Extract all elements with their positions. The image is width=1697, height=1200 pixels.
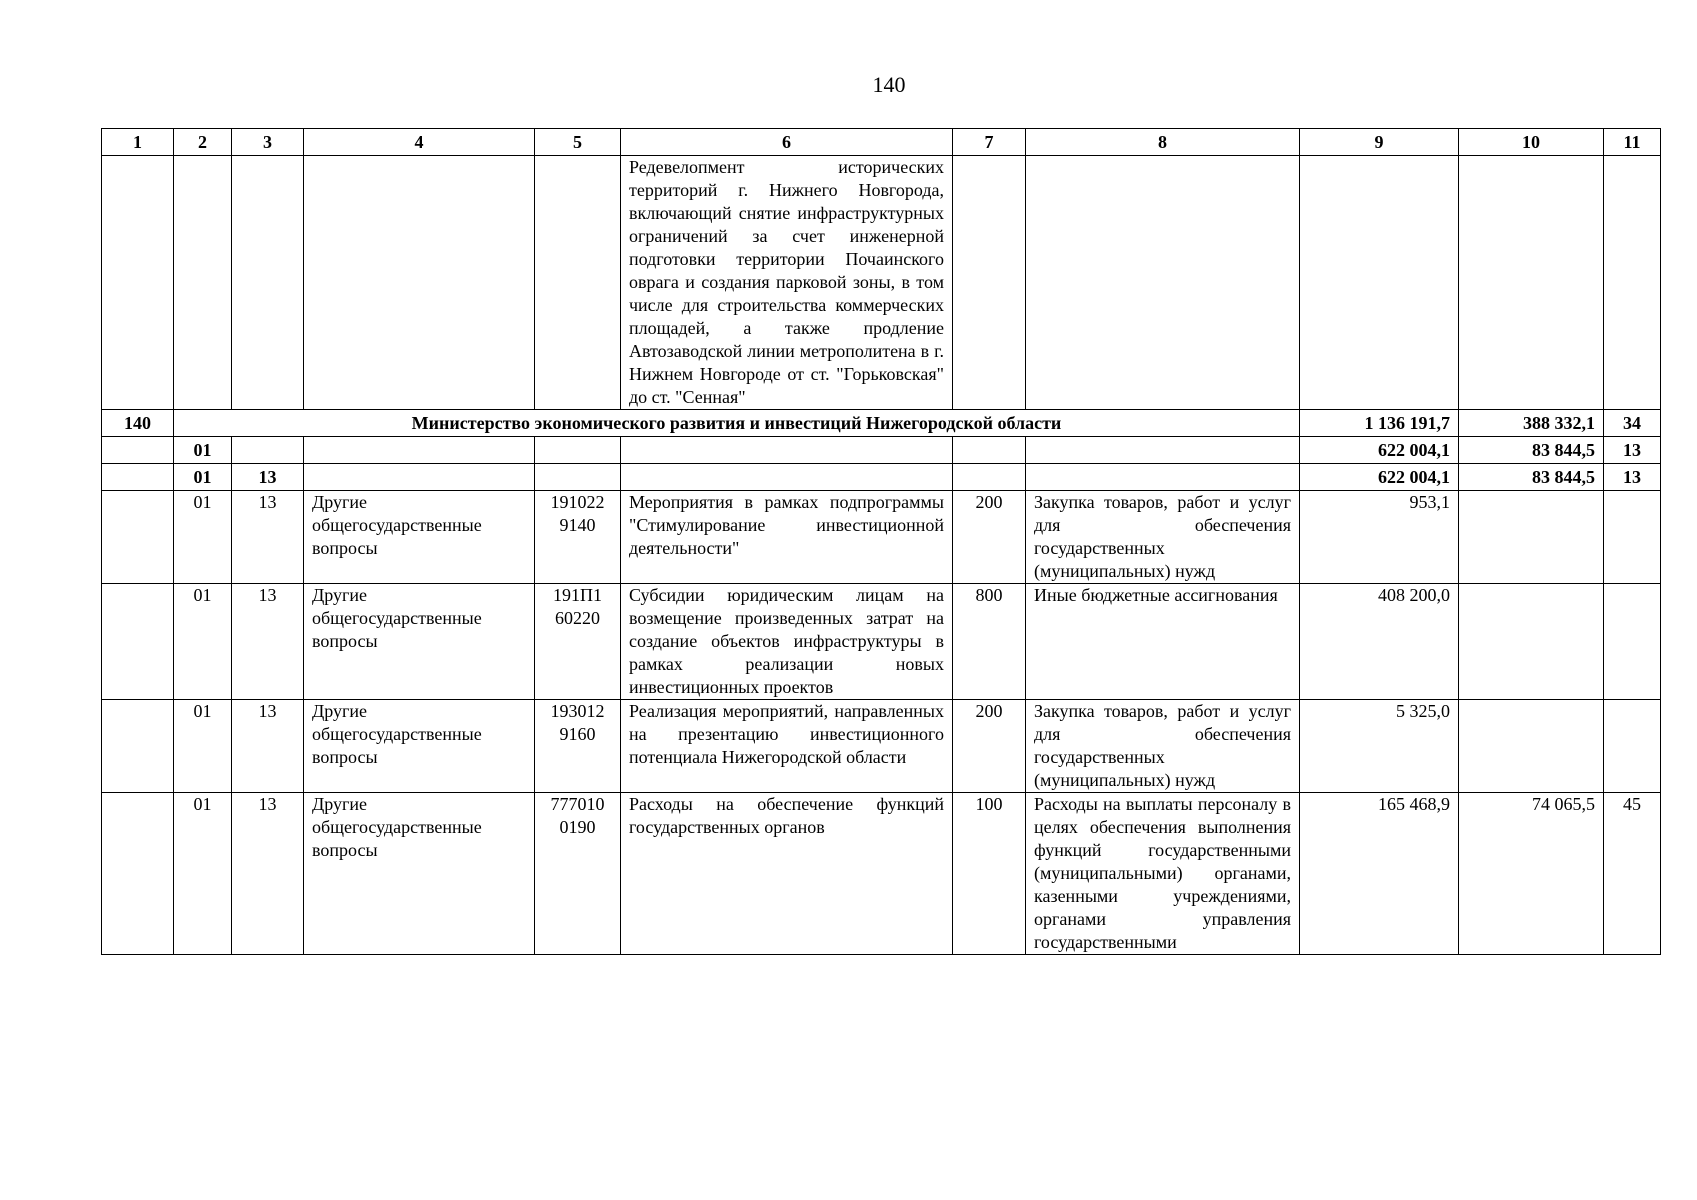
ministry-col11: 34 — [1604, 410, 1661, 437]
section-col10: 83 844,5 — [1459, 437, 1604, 464]
cell-col10 — [1459, 700, 1604, 793]
table-row — [102, 700, 1661, 793]
ministry-row — [102, 410, 1661, 437]
header-cell: 2 — [174, 129, 232, 156]
cell-col11 — [1604, 491, 1661, 584]
cell-col7: 100 — [953, 793, 1026, 955]
ministry-col9: 1 136 191,7 — [1300, 410, 1459, 437]
header-cell: 4 — [304, 129, 535, 156]
ministry-code: 140 — [102, 410, 174, 437]
cell-col10 — [1459, 584, 1604, 700]
cell-col3: 13 — [232, 491, 304, 584]
table-row — [102, 793, 1661, 955]
cell-col6: Расходы на обеспечение функций государственных органов — [621, 793, 953, 955]
cell-col2: 01 — [174, 793, 232, 955]
cell-col5: 191П1 60220 — [535, 584, 621, 700]
cell-col11: 45 — [1604, 793, 1661, 955]
subsection-col9: 622 004,1 — [1300, 464, 1459, 491]
section-code: 01 — [174, 437, 232, 464]
cell-col10: 74 065,5 — [1459, 793, 1604, 955]
ministry-name: Министерство экономического развития и инвестиций Нижегородской области — [174, 410, 1300, 437]
table-header-row — [102, 129, 1661, 156]
header-cell: 5 — [535, 129, 621, 156]
cell-col4: Другие общегосударственные вопросы — [304, 700, 535, 793]
cell-col5: 191022 9140 — [535, 491, 621, 584]
header-cell: 1 — [102, 129, 174, 156]
cell-col2: 01 — [174, 700, 232, 793]
cell-col8: Иные бюджетные ассигнования — [1026, 584, 1300, 700]
cell-col3: 13 — [232, 700, 304, 793]
cell-col8: Расходы на выплаты персоналу в целях обеспечения выполнения функций государственными (муниципальными) органами, казенными учреждениями, органами управления государственными — [1026, 793, 1300, 955]
cell-col2: 01 — [174, 491, 232, 584]
table-row — [102, 491, 1661, 584]
header-cell: 3 — [232, 129, 304, 156]
cell-col9: 5 325,0 — [1300, 700, 1459, 793]
continuation-row — [102, 156, 1661, 410]
continuation-text: Редевелопмент исторических территорий г. Нижнего Новгорода, включающий снятие инфраструктурных ограничений за счет инженерной подготовки территории Почаинского оврага и создания парковой зоны, в том числе для строительства коммерческих площадей, а также продление Автозаводской линии метрополитена в г. Нижнем Новгороде от ст. "Горьковская" до ст. "Сенная" — [621, 156, 953, 410]
cell-col8: Закупка товаров, работ и услуг для обеспечения государственных (муниципальных) нужд — [1026, 491, 1300, 584]
cell-col3: 13 — [232, 793, 304, 955]
header-cell: 11 — [1604, 129, 1661, 156]
cell-col11 — [1604, 700, 1661, 793]
cell-col8: Закупка товаров, работ и услуг для обеспечения государственных (муниципальных) нужд — [1026, 700, 1300, 793]
cell-col11 — [1604, 584, 1661, 700]
cell-col6: Мероприятия в рамках подпрограммы "Стимулирование инвестиционной деятельности" — [621, 491, 953, 584]
cell-col4: Другие общегосударственные вопросы — [304, 491, 535, 584]
section-01-row — [102, 437, 1661, 464]
cell-col4: Другие общегосударственные вопросы — [304, 793, 535, 955]
cell-col5: 193012 9160 — [535, 700, 621, 793]
cell-col4: Другие общегосударственные вопросы — [304, 584, 535, 700]
cell-col10 — [1459, 491, 1604, 584]
cell-col2: 01 — [174, 584, 232, 700]
header-cell: 6 — [621, 129, 953, 156]
subsection-subcode: 13 — [232, 464, 304, 491]
ministry-col10: 388 332,1 — [1459, 410, 1604, 437]
cell-col6: Реализация мероприятий, направленных на презентацию инвестиционного потенциала Нижегородской области — [621, 700, 953, 793]
budget-table — [101, 128, 1661, 955]
cell-col6: Субсидии юридическим лицам на возмещение произведенных затрат на создание объектов инфраструктуры в рамках реализации новых инвестиционных проектов — [621, 584, 953, 700]
cell-col7: 200 — [953, 700, 1026, 793]
page-number: 140 — [872, 72, 906, 97]
header-cell: 9 — [1300, 129, 1459, 156]
subsection-col10: 83 844,5 — [1459, 464, 1604, 491]
section-col11: 13 — [1604, 437, 1661, 464]
cell-col9: 408 200,0 — [1300, 584, 1459, 700]
subsection-code: 01 — [174, 464, 232, 491]
header-cell: 7 — [953, 129, 1026, 156]
cell-col9: 953,1 — [1300, 491, 1459, 584]
subsection-col11: 13 — [1604, 464, 1661, 491]
section-col9: 622 004,1 — [1300, 437, 1459, 464]
table-row — [102, 584, 1661, 700]
cell-col9: 165 468,9 — [1300, 793, 1459, 955]
cell-col5: 777010 0190 — [535, 793, 621, 955]
subsection-01-13-row — [102, 464, 1661, 491]
cell-col7: 200 — [953, 491, 1026, 584]
header-cell: 8 — [1026, 129, 1300, 156]
cell-col7: 800 — [953, 584, 1026, 700]
header-cell: 10 — [1459, 129, 1604, 156]
cell-col3: 13 — [232, 584, 304, 700]
